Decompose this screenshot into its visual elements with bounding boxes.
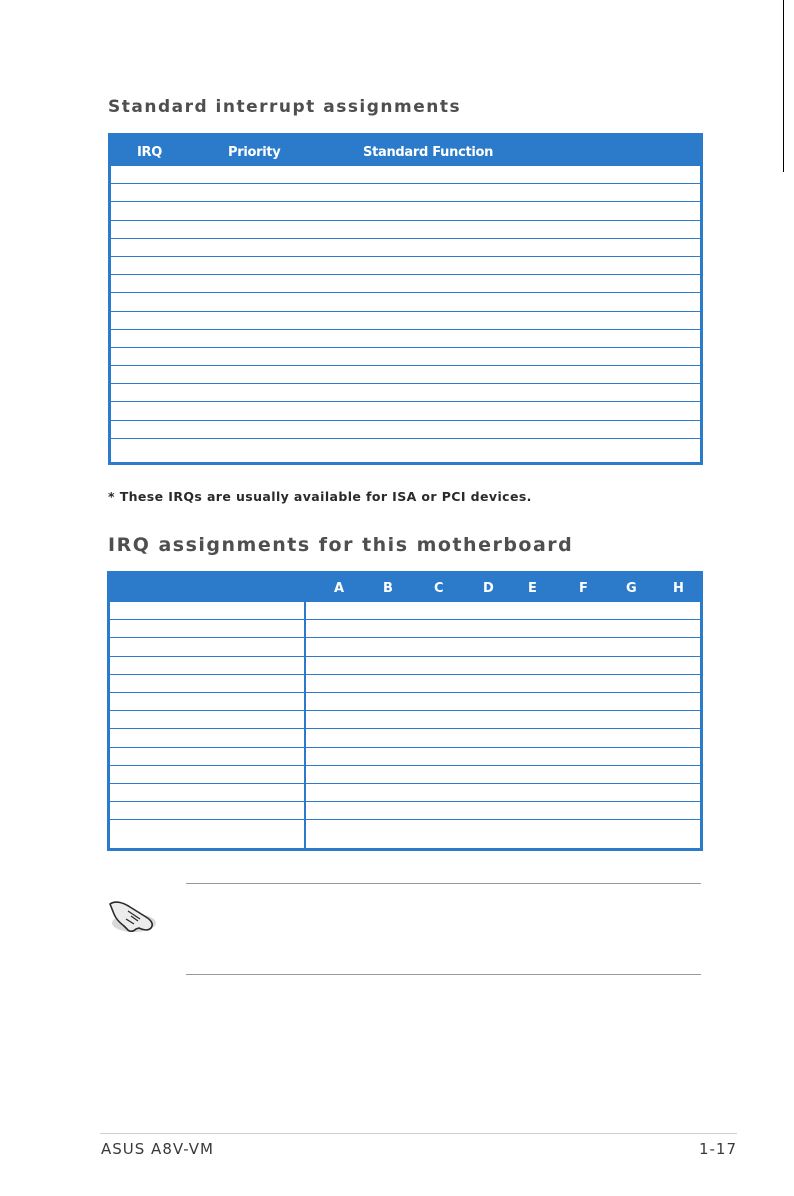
standard-interrupt-table-body xyxy=(111,166,700,457)
footer-product-name: ASUS A8V-VM xyxy=(101,1140,214,1158)
col-header-priority: Priority xyxy=(228,145,281,160)
table-row xyxy=(110,802,700,820)
table-row xyxy=(111,275,700,293)
table-row xyxy=(110,602,700,620)
table-row xyxy=(111,257,700,275)
col-header-c: C xyxy=(434,581,444,596)
table-row xyxy=(110,693,700,711)
footer-page-number: 1-17 xyxy=(698,1140,737,1158)
irq-assignment-table xyxy=(107,571,703,851)
table-row xyxy=(110,766,700,784)
table-row xyxy=(111,293,700,311)
table-row xyxy=(110,784,700,802)
table-row xyxy=(110,657,700,675)
table-row xyxy=(110,638,700,656)
irq-assignment-table-body xyxy=(110,602,700,848)
table-row xyxy=(111,421,700,439)
binding-edge-line xyxy=(783,0,784,172)
standard-interrupt-table xyxy=(108,133,703,465)
col-header-a: A xyxy=(334,581,344,596)
table-row xyxy=(110,820,700,848)
note-top-rule xyxy=(186,883,701,884)
table-row xyxy=(111,402,700,420)
col-header-f: F xyxy=(579,581,588,596)
table-row xyxy=(111,312,700,330)
table-row xyxy=(111,330,700,348)
table-row xyxy=(111,221,700,239)
note-bottom-rule xyxy=(186,974,701,975)
footer-rule xyxy=(100,1133,737,1134)
table-row xyxy=(110,620,700,638)
footnote: * These IRQs are usually available for ISA or PCI devices. xyxy=(108,489,532,504)
col-header-h: H xyxy=(673,581,684,596)
table-row xyxy=(111,239,700,257)
table-row xyxy=(111,202,700,220)
table-row xyxy=(111,366,700,384)
irq-assignments-heading: IRQ assignments for this motherboard xyxy=(108,534,574,556)
standard-interrupt-table-header xyxy=(111,136,700,166)
irq-assignment-table-header xyxy=(110,574,700,602)
col-header-standard-function: Standard Function xyxy=(363,145,494,160)
table-row xyxy=(111,166,700,184)
col-header-d: D xyxy=(483,581,494,596)
col-header-b: B xyxy=(383,581,393,596)
hand-note-icon xyxy=(104,893,160,937)
table-row xyxy=(110,729,700,747)
table-row xyxy=(110,675,700,693)
col-header-g: G xyxy=(626,581,637,596)
table-row xyxy=(111,439,700,457)
col-header-e: E xyxy=(528,581,537,596)
col-header-irq: IRQ xyxy=(137,145,162,160)
table-row xyxy=(111,384,700,402)
table-row xyxy=(110,711,700,729)
table-row xyxy=(110,748,700,766)
standard-interrupt-heading: Standard interrupt assignments xyxy=(108,97,462,117)
table-row xyxy=(111,348,700,366)
table-row xyxy=(111,184,700,202)
